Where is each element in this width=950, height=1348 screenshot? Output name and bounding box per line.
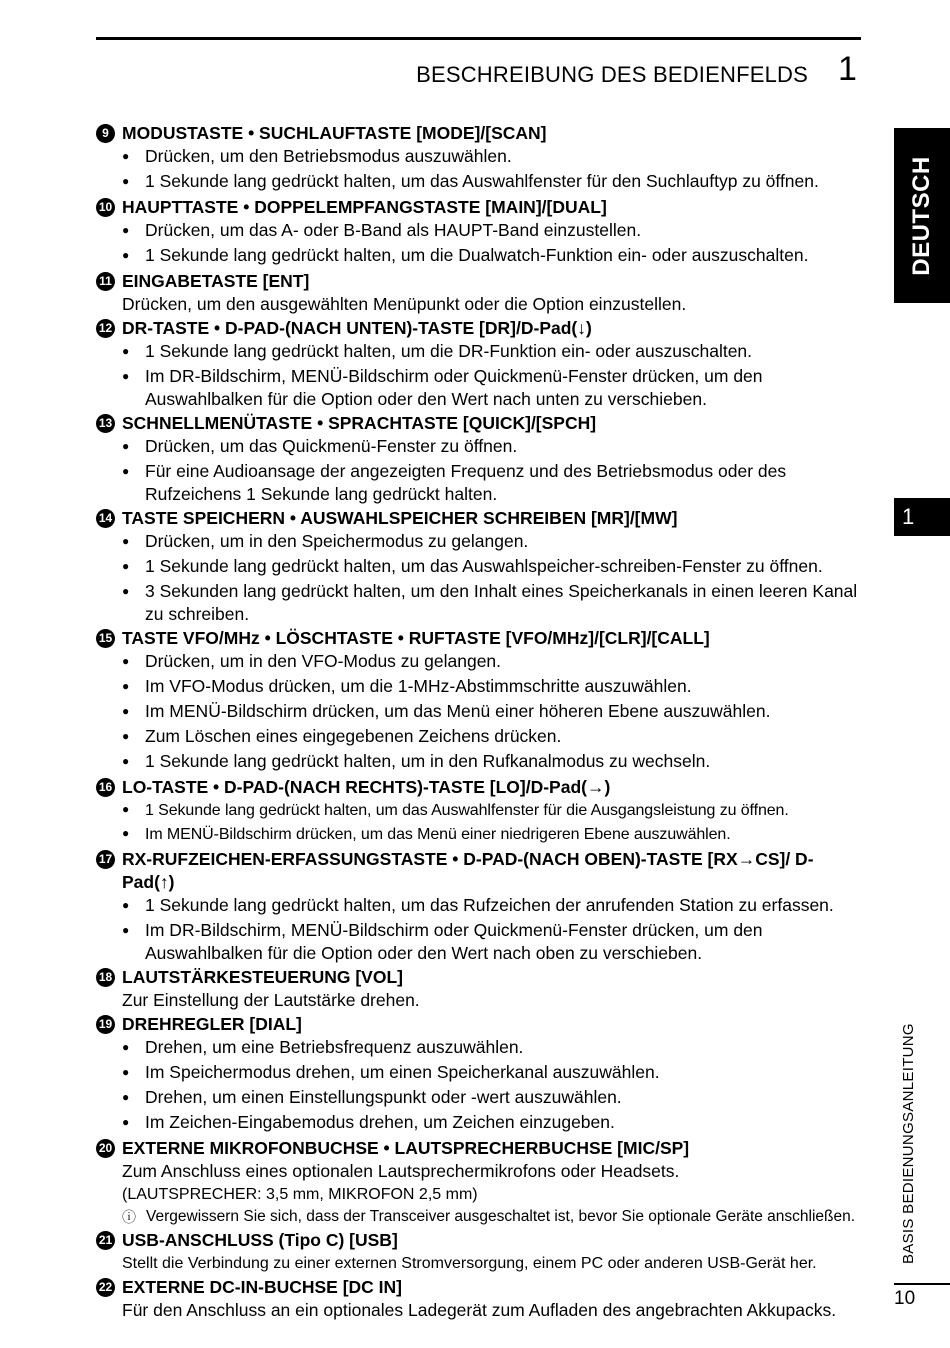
item-title: HAUPTTASTE • DOPPELEMPFANGSTASTE [MAIN]/[DUAL] [122, 197, 607, 217]
control-item [96, 1013, 864, 1136]
bullet-item [122, 919, 864, 965]
control-item [96, 776, 864, 847]
item-title: TASTE VFO/MHz • LÖSCHTASTE • RUFTASTE [VFO/MHz]/[CLR]/[CALL] [122, 628, 710, 648]
item-number-badge: 16 [96, 778, 115, 797]
bullet-text: Drücken, um das A- oder B-Band als HAUPT-Band einzustellen. [145, 220, 642, 240]
bullet-icon [122, 675, 145, 700]
item-description: Zum Anschluss eines optionalen Lautsprechermikrofons oder Headsets. [122, 1161, 680, 1181]
bullet-item [122, 555, 864, 580]
control-item [96, 270, 864, 316]
info-icon: ⓘ [122, 1209, 136, 1225]
bullet-item [122, 244, 864, 269]
bullet-icon [122, 650, 145, 675]
item-number-badge: 15 [96, 629, 115, 648]
control-item [96, 1229, 864, 1275]
bullet-text: Drehen, um einen Einstellungspunkt oder -wert auszuwählen. [145, 1087, 622, 1107]
bullet-icon [122, 919, 145, 965]
item-number-badge: 20 [96, 1139, 115, 1158]
bullet-icon [122, 530, 145, 555]
control-item [96, 507, 864, 626]
item-heading [96, 1229, 864, 1252]
bullet-text: Im DR-Bildschirm, MENÜ-Bildschirm oder Quickmenü-Fenster drücken, um den Auswahlbalken für die Option oder den Wert nach unten zu verschieben. [145, 366, 763, 409]
item-number-badge: 9 [96, 124, 115, 143]
item-heading [96, 1013, 864, 1036]
item-heading [96, 196, 864, 219]
item-title: EXTERNE DC-IN-BUCHSE [DC IN] [122, 1277, 402, 1297]
page-number-rule [894, 1283, 950, 1285]
bullet-icon [122, 580, 145, 626]
item-number-badge: 14 [96, 509, 115, 528]
control-item [96, 317, 864, 411]
bullet-text: 1 Sekunde lang gedrückt halten, um die Dualwatch-Funktion ein- oder auszuschalten. [145, 245, 809, 265]
bullet-icon [122, 1111, 145, 1136]
item-title: LAUTSTÄRKESTEUERUNG [VOL] [122, 967, 403, 987]
item-list [96, 122, 864, 1323]
bullet-icon [122, 1086, 145, 1111]
bullet-item [122, 1061, 864, 1086]
item-title: EXTERNE MIKROFONBUCHSE • LAUTSPRECHERBUCHSE [MIC/SP] [122, 1138, 690, 1158]
item-heading [96, 122, 864, 145]
bullet-text: 3 Sekunden lang gedrückt halten, um den Inhalt eines Speicherkanals in einen leeren Kanal zu schreiben. [145, 581, 858, 624]
item-description: Für den Anschluss an ein optionales Ladegerät zum Aufladen des angebrachten Akkupacks. [122, 1300, 837, 1320]
item-number-badge: 17 [96, 850, 115, 869]
item-heading [96, 412, 864, 435]
item-note [122, 1206, 864, 1228]
control-item [96, 1137, 864, 1228]
top-rule [96, 37, 861, 40]
page-title: BESCHREIBUNG DES BEDIENFELDS [416, 62, 808, 87]
bullet-item [122, 1086, 864, 1111]
item-number-badge: 22 [96, 1278, 115, 1297]
item-heading [96, 627, 864, 650]
bullet-text: 1 Sekunde lang gedrückt halten, um das Auswahlfenster für die Ausgangsleistung zu öffnen. [145, 802, 789, 819]
control-item [96, 1276, 864, 1322]
control-item [96, 122, 864, 195]
item-number-badge: 10 [96, 198, 115, 217]
bullet-icon [122, 750, 145, 775]
bullet-item [122, 365, 864, 411]
item-description: Drücken, um den ausgewählten Menüpunkt oder die Option einzustellen. [122, 294, 687, 314]
item-number-badge: 13 [96, 414, 115, 433]
bullet-icon [122, 700, 145, 725]
bullet-text: 1 Sekunde lang gedrückt halten, um das Auswahlfenster für den Suchlauftyp zu öffnen. [145, 171, 819, 191]
bullet-icon [122, 340, 145, 365]
control-item [96, 966, 864, 1012]
bullet-icon [122, 170, 145, 195]
control-item [96, 412, 864, 506]
bullet-item [122, 340, 864, 365]
item-spec: (LAUTSPRECHER: 3,5 mm, MIKROFON 2,5 mm) [122, 1186, 478, 1203]
bullet-item [122, 530, 864, 555]
item-number-badge: 21 [96, 1231, 115, 1250]
manual-title: BASIS BEDIENUNGSANLEITUNG [900, 1023, 917, 1264]
page-number: 10 [894, 1288, 916, 1309]
bullet-text: Drücken, um den Betriebsmodus auszuwählen. [145, 146, 512, 166]
item-number-badge: 18 [96, 968, 115, 987]
bullet-item [122, 750, 864, 775]
bullet-item [122, 725, 864, 750]
bullet-text: Für eine Audioansage der angezeigten Frequenz und des Betriebsmodus oder des Rufzeichens 1 Sekunde lang gedrückt halten. [145, 461, 787, 504]
bullet-item [122, 675, 864, 700]
bullet-item [122, 170, 864, 195]
chapter-tab: 1 [894, 498, 950, 536]
item-heading [96, 848, 864, 894]
bullet-item [122, 650, 864, 675]
bullet-icon [122, 145, 145, 170]
bullet-item [122, 219, 864, 244]
item-title: MODUSTASTE • SUCHLAUFTASTE [MODE]/[SCAN] [122, 123, 547, 143]
bullet-item [122, 580, 864, 626]
item-heading [96, 1276, 864, 1299]
bullet-text: Im MENÜ-Bildschirm drücken, um das Menü einer höheren Ebene auszuwählen. [145, 701, 771, 721]
item-heading [96, 1137, 864, 1160]
control-item [96, 627, 864, 775]
bullet-icon [122, 435, 145, 460]
item-title: LO-TASTE • D-PAD-(NACH RECHTS)-TASTE [LO]/D-Pad(→) [122, 777, 611, 797]
bullet-text: 1 Sekunde lang gedrückt halten, um das Rufzeichen der anrufenden Station zu erfassen. [145, 895, 834, 915]
bullet-icon [122, 1036, 145, 1061]
bullet-text: Zum Löschen eines eingegebenen Zeichens drücken. [145, 726, 562, 746]
language-tab [894, 128, 950, 303]
control-item [96, 196, 864, 269]
item-title: EINGABETASTE [ENT] [122, 271, 310, 291]
bullet-text: Im VFO-Modus drücken, um die 1-MHz-Abstimmschritte auszuwählen. [145, 676, 692, 696]
chapter-number: 1 [838, 50, 857, 88]
item-description: Stellt die Verbindung zu einer externen Stromversorgung, einem PC oder anderen USB-Gerät her. [122, 1255, 817, 1272]
control-item [96, 848, 864, 965]
item-description: Zur Einstellung der Lautstärke drehen. [122, 990, 420, 1010]
bullet-text: Im Zeichen-Eingabemodus drehen, um Zeichen einzugeben. [145, 1112, 615, 1132]
language-tab-label: DEUTSCH [908, 155, 936, 276]
bullet-icon [122, 799, 145, 823]
bullet-item [122, 1036, 864, 1061]
bullet-icon [122, 823, 145, 847]
bullet-text: Im Speichermodus drehen, um einen Speicherkanal auszuwählen. [145, 1062, 660, 1082]
item-number-badge: 11 [96, 272, 115, 291]
item-title: DR-TASTE • D-PAD-(NACH UNTEN)-TASTE [DR]/D-Pad(↓) [122, 318, 592, 338]
bullet-text: Im MENÜ-Bildschirm drücken, um das Menü einer niedrigeren Ebene auszuwählen. [145, 826, 731, 843]
bullet-icon [122, 555, 145, 580]
bullet-item [122, 1111, 864, 1136]
bullet-item [122, 435, 864, 460]
bullet-icon [122, 460, 145, 506]
bullet-text: 1 Sekunde lang gedrückt halten, um die DR-Funktion ein- oder auszuschalten. [145, 341, 753, 361]
bullet-item [122, 460, 864, 506]
bullet-icon [122, 1061, 145, 1086]
item-heading [96, 507, 864, 530]
bullet-text: Drücken, um das Quickmenü-Fenster zu öffnen. [145, 436, 518, 456]
bullet-icon [122, 365, 145, 411]
bullet-text: 1 Sekunde lang gedrückt halten, um in den Rufkanalmodus zu wechseln. [145, 751, 711, 771]
note-text: Vergewissern Sie sich, dass der Transceiver ausgeschaltet ist, bevor Sie optionale Geräte anschließen. [146, 1208, 856, 1225]
bullet-icon [122, 725, 145, 750]
bullet-item [122, 799, 864, 823]
item-heading [96, 966, 864, 989]
bullet-item [122, 700, 864, 725]
item-title: TASTE SPEICHERN • AUSWAHLSPEICHER SCHREIBEN [MR]/[MW] [122, 508, 678, 528]
bullet-text: Drücken, um in den Speichermodus zu gelangen. [145, 531, 529, 551]
item-heading [96, 270, 864, 293]
bullet-text: Im DR-Bildschirm, MENÜ-Bildschirm oder Quickmenü-Fenster drücken, um den Auswahlbalken für die Option oder den Wert nach oben zu verschieben. [145, 920, 763, 963]
item-title: RX-RUFZEICHEN-ERFASSUNGSTASTE • D-PAD-(NACH OBEN)-TASTE [RX→CS]/ D-Pad(↑) [122, 849, 814, 892]
bullet-text: Drücken, um in den VFO-Modus zu gelangen. [145, 651, 502, 671]
item-number-badge: 19 [96, 1015, 115, 1034]
item-title: SCHNELLMENÜTASTE • SPRACHTASTE [QUICK]/[SPCH] [122, 413, 597, 433]
bullet-item [122, 145, 864, 170]
item-number-badge: 12 [96, 319, 115, 338]
bullet-icon [122, 219, 145, 244]
item-title: USB-ANSCHLUSS (Tipo C) [USB] [122, 1230, 398, 1250]
item-heading [96, 776, 864, 799]
item-title: DREHREGLER [DIAL] [122, 1014, 302, 1034]
bullet-item [122, 894, 864, 919]
bullet-icon [122, 244, 145, 269]
item-heading [96, 317, 864, 340]
bullet-text: 1 Sekunde lang gedrückt halten, um das Auswahlspeicher-schreiben-Fenster zu öffnen. [145, 556, 823, 576]
bullet-icon [122, 894, 145, 919]
bullet-item [122, 823, 864, 847]
bullet-text: Drehen, um eine Betriebsfrequenz auszuwählen. [145, 1037, 524, 1057]
